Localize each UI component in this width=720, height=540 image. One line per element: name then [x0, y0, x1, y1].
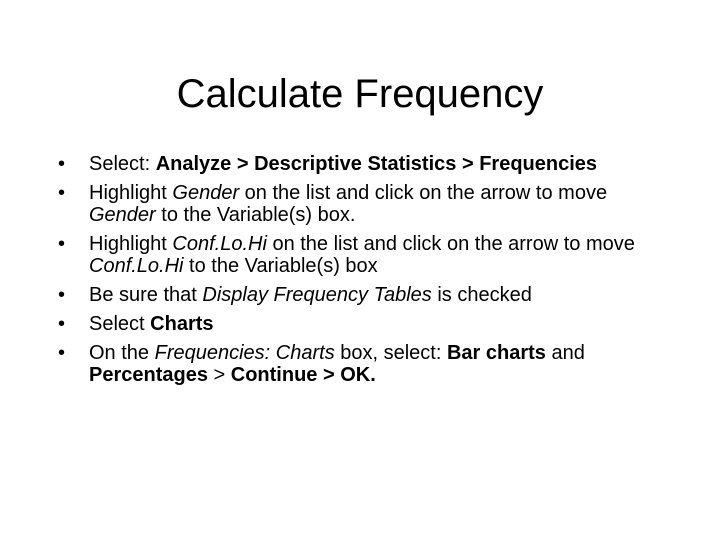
bullet-dot: •: [58, 342, 66, 364]
bullet-item: [58, 182, 668, 226]
bullet-item: [58, 313, 668, 335]
bullet-text-segment: On the: [89, 342, 155, 364]
bullet-dot: •: [58, 233, 66, 255]
bullet-text-segment: is checked: [431, 284, 532, 306]
bullet-text-segment: Analyze > Descriptive Statistics > Frequencies: [155, 153, 598, 175]
bullet-list: [58, 153, 668, 393]
bullet-text-segment: Select: [89, 313, 151, 335]
bullet-text-segment: and: [545, 342, 585, 364]
bullet-text-segment: Gender: [172, 182, 240, 204]
bullet-item: [58, 233, 668, 277]
bullet-text-segment: Be sure that: [89, 284, 203, 306]
bullet-text-segment: box, select:: [334, 342, 447, 364]
bullet-item: [58, 284, 668, 306]
bullet-text-segment: on the list and click on the arrow to move: [239, 182, 608, 204]
bullet-text-segment: >: [207, 364, 231, 386]
slide-title: Calculate Frequency: [176, 72, 544, 116]
bullet-text-segment: to the Variable(s) box: [183, 255, 378, 277]
bullet-dot: •: [58, 153, 66, 175]
bullet-dot: •: [58, 284, 66, 306]
bullet-text-segment: Gender: [89, 204, 156, 226]
bullet-text-segment: Highlight: [89, 233, 173, 255]
bullet-text-segment: on the list and click on the arrow to move: [266, 233, 635, 255]
bullet-text-segment: Charts: [150, 313, 214, 335]
bullet-text-segment: to the Variable(s) box.: [155, 204, 356, 226]
bullet-text-segment: Frequencies: Charts: [154, 342, 335, 364]
bullet-text-segment: Display Frequency Tables: [202, 284, 432, 306]
bullet-item: [58, 153, 668, 175]
bullet-text-segment: Conf.Lo.Hi: [89, 255, 184, 277]
bullet-text-segment: Percentages: [89, 364, 208, 386]
bullet-text-segment: Continue > OK.: [230, 364, 376, 386]
bullet-text-segment: Highlight: [89, 182, 173, 204]
bullet-text-segment: Select:: [89, 153, 156, 175]
bullet-text-segment: Conf.Lo.Hi: [172, 233, 267, 255]
bullet-item: [58, 342, 668, 386]
bullet-dot: •: [58, 313, 66, 335]
bullet-dot: •: [58, 182, 66, 204]
bullet-text-segment: Bar charts: [446, 342, 546, 364]
